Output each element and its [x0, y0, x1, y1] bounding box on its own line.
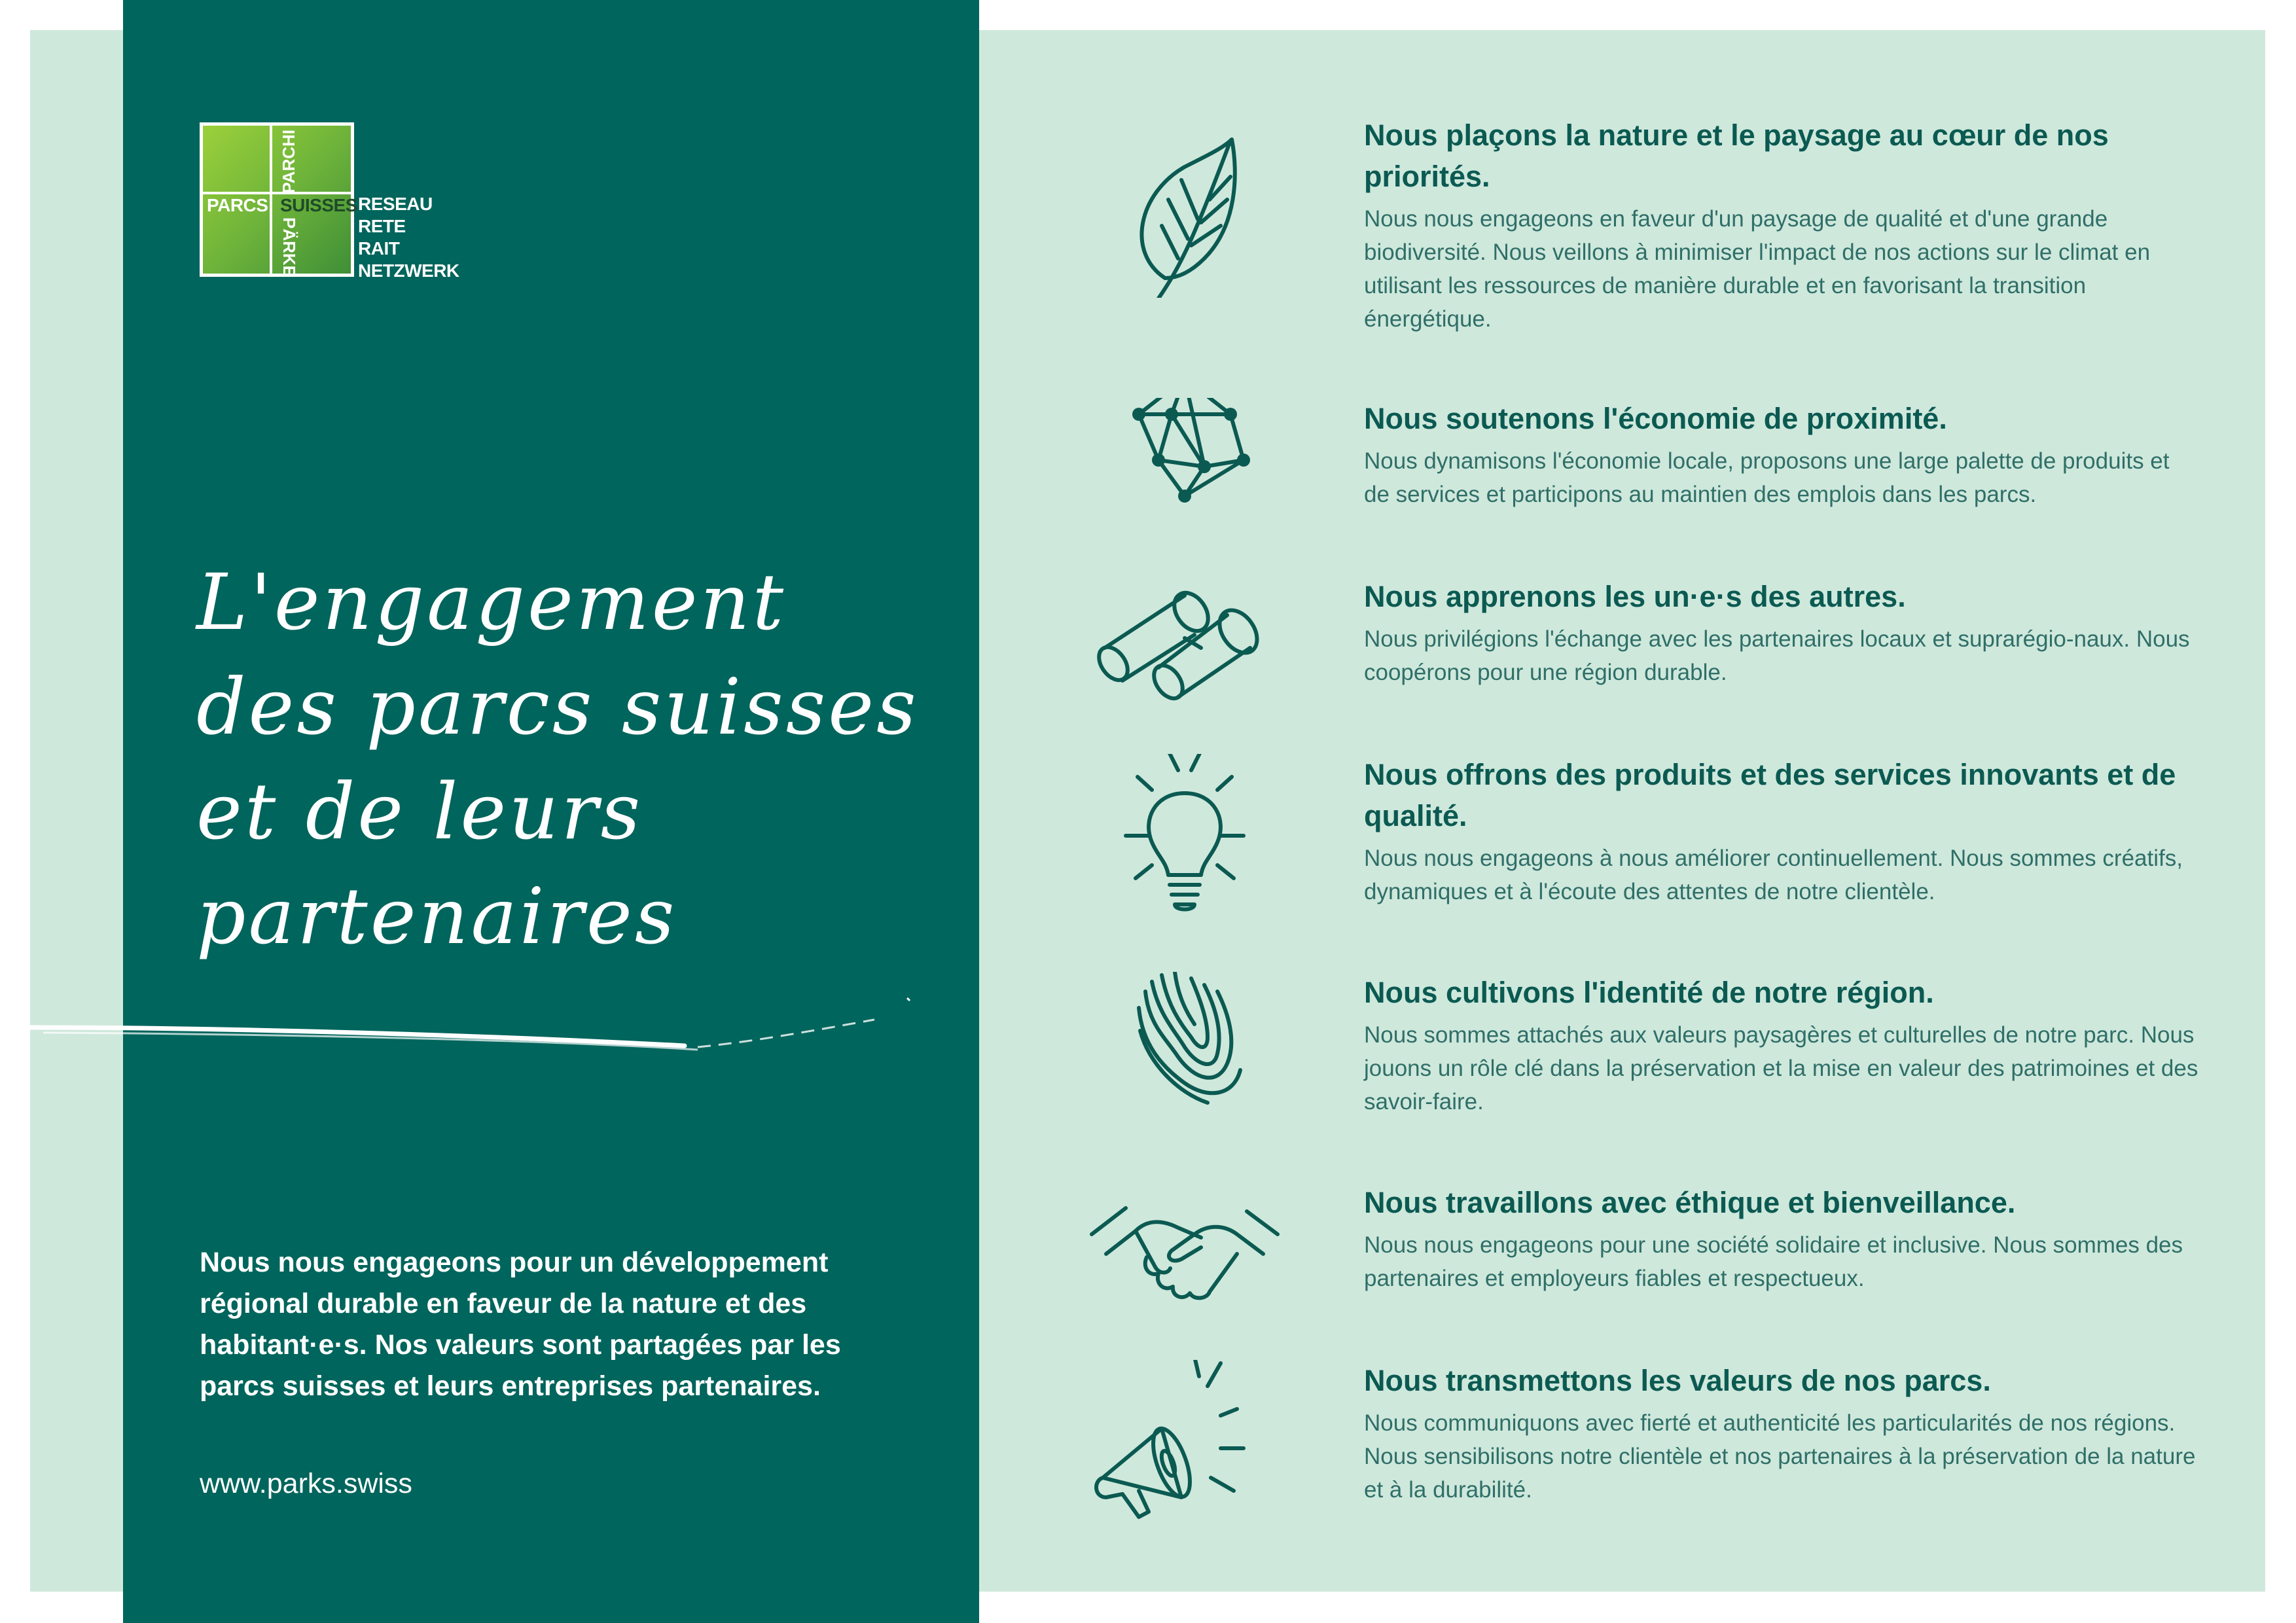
value-body: Nous sommes attachés aux valeurs paysagères et culturelles de notre parc. Nous jouons un rôle clé dans la préservation et la mise en valeur des patrimoines et des savoir-faire. — [1364, 1022, 2198, 1115]
website-link[interactable]: www.parks.swiss — [200, 1468, 412, 1499]
page-title — [196, 550, 929, 969]
title-line: partenaires — [196, 871, 677, 961]
network-icon — [1086, 398, 1283, 581]
value-heading: Nous cultivons l'identité de notre région. — [1364, 976, 1934, 1009]
logo-cross-vertical — [270, 126, 272, 274]
logo-network-word: RAIT — [358, 238, 400, 259]
leaf-icon — [1086, 115, 1283, 298]
value-body: Nous nous engageons en faveur d'un paysage de qualité et d'une grande biodiversité. Nous veillons à minimiser l'impact de nos actions sur le climat en utilisant les ressources de manière durable et en favorisant la transition énergétique. — [1364, 206, 2151, 332]
logo-network-word: RETE — [358, 216, 406, 236]
handshake-icon — [1086, 1182, 1283, 1365]
value-heading: Nous travaillons avec éthique et bienveillance. — [1364, 1186, 2016, 1219]
lightbulb-icon — [1086, 754, 1283, 937]
title-line: et de leurs — [196, 766, 643, 857]
logo-cross-horizontal — [203, 192, 351, 194]
value-body: Nous dynamisons l'économie locale, proposons une large palette de produits et de services et participons au maintien des emplois dans les parcs. — [1364, 448, 2170, 507]
brush-stroke — [30, 995, 920, 1067]
value-heading: Nous apprenons les un·e·s des autres. — [1364, 580, 1906, 613]
fingerprint-icon — [1086, 972, 1283, 1155]
swiss-parks-logo — [200, 122, 461, 279]
megaphone-icon — [1086, 1360, 1283, 1543]
value-body: Nous nous engageons pour une société solidaire et inclusive. Nous sommes des partenaires et employeurs fiables et respectueux. — [1364, 1232, 2183, 1291]
value-body: Nous privilégions l'échange avec les partenaires locaux et suprarégio-naux. Nous coopérons pour une région durable. — [1364, 626, 2190, 685]
logo-network-word: RESEAU — [358, 194, 433, 214]
logo-suisses: SUISSES — [280, 195, 357, 215]
value-body: Nous communiquons avec fierté et authenticité les particularités de nos régions. Nous sensibilisons notre clientèle et nos partenaires à la préservation de la nature et à la durabilité. — [1364, 1410, 2196, 1503]
value-heading: Nous soutenons l'économie de proximité. — [1364, 402, 1947, 435]
logo-network-word: NETZWERK — [358, 260, 459, 281]
value-body: Nous nous engageons à nous améliorer continuellement. Nous sommes créatifs, dynamiques et à l'écoute des attentes de notre clientèle. — [1364, 846, 2183, 904]
title-line: des parcs suisses — [196, 662, 919, 752]
title-line: L'engagement — [196, 557, 787, 647]
logo-square — [200, 122, 357, 277]
logo-parcs: PARCS — [207, 195, 268, 215]
logo-parke: PÄRKE — [279, 217, 299, 277]
logo-parchi: PARCHI — [279, 130, 298, 194]
value-heading: Nous plaçons la nature et le paysage au cœur de nos priorités. — [1364, 118, 2109, 193]
intro-text: Nous nous engageons pour un développement régional durable en faveur de la nature et des habitant·e·s. Nos valeurs sont partagées par les parcs suisses et leurs entreprises partenaires. — [200, 1247, 841, 1402]
binoculars-icon — [1086, 576, 1283, 759]
value-heading: Nous transmettons les valeurs de nos parcs. — [1364, 1364, 1991, 1397]
logo-network-list — [358, 193, 459, 282]
value-heading: Nous offrons des produits et des services innovants et de qualité. — [1364, 758, 2176, 832]
